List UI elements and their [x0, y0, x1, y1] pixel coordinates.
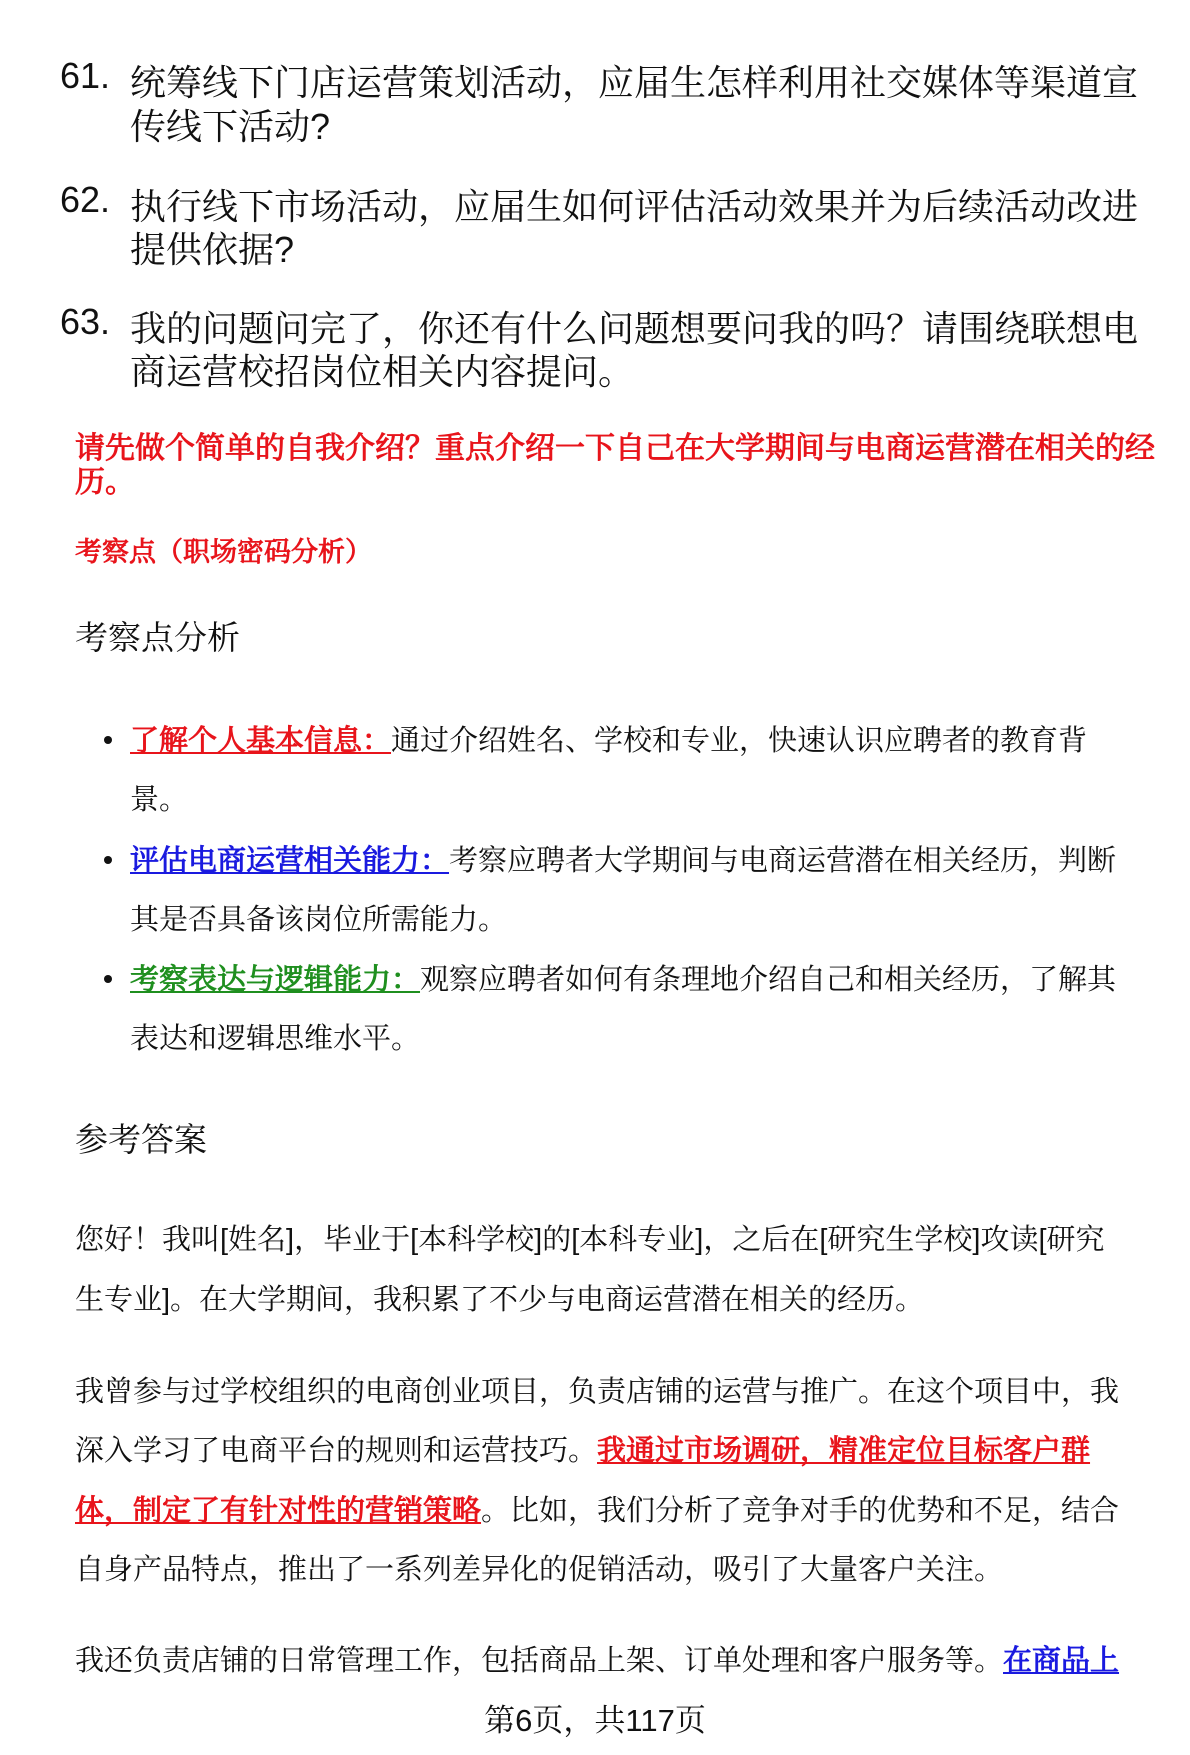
- question-text: 传线下活动?: [130, 106, 331, 147]
- answer-paragraph-line: [75, 1488, 1119, 1529]
- text-segment: 。比如，我们分析了竞争对手的优势和不足，结合: [481, 1495, 1120, 1527]
- answer-paragraph-line: [75, 1638, 1119, 1679]
- answer-paragraph-line: [75, 1277, 924, 1318]
- question-number: 62.: [60, 179, 111, 220]
- question-number: 63.: [60, 301, 111, 342]
- question-text: 我的问题问完了，你还有什么问题想要问我的吗？请围绕联想电: [130, 308, 1139, 349]
- question-text: 执行线下市场活动，应届生如何评估活动效果并为后续活动改进: [130, 186, 1139, 227]
- question-text: 统筹线下门店运营策划活动，应届生怎样利用社交媒体等渠道宣: [130, 62, 1139, 103]
- text-segment: 深入学习了电商平台的规则和运营技巧。: [75, 1435, 598, 1467]
- answer-paragraph-line: [75, 1217, 1105, 1258]
- bullet-label: 考察表达与逻辑能力：: [130, 964, 421, 996]
- text-segment: 我还负责店铺的日常管理工作，包括商品上架、订单处理和客户服务等。: [75, 1645, 1004, 1677]
- text-segment: 自身产品特点，推出了一系列差异化的促销活动，吸引了大量客户关注。: [75, 1554, 1004, 1586]
- highlighted-text: 我通过市场调研，精准定位目标客户群: [597, 1435, 1091, 1467]
- bullet-item: [130, 957, 1116, 998]
- highlighted-text: 在商品上: [1003, 1645, 1120, 1677]
- bullet-text: 考察应聘者大学期间与电商运营潜在相关经历，判断: [449, 845, 1117, 877]
- bullet-dot: [104, 975, 112, 983]
- answer-paragraph-line: [75, 1547, 1003, 1588]
- bullet-dot: [104, 736, 112, 744]
- text-segment: 我曾参与过学校组织的电商创业项目，负责店铺的运营与推广。在这个项目中，我: [75, 1376, 1120, 1408]
- answer-paragraph-line: [75, 1428, 1090, 1469]
- bullet-text: 表达和逻辑思维水平。: [130, 1023, 421, 1055]
- analysis-label: 考察点（职场密码分析）: [75, 537, 372, 567]
- highlighted-text: 体，制定了有针对性的营销策略: [75, 1495, 482, 1527]
- bullet-item: [130, 838, 1116, 879]
- bullet-text: 其是否具备该岗位所需能力。: [130, 904, 508, 936]
- bullet-dot: [104, 856, 112, 864]
- text-segment: 您好！我叫[姓名]，毕业于[本科学校]的[本科专业]，之后在[研究生学校]攻读[研究: [75, 1224, 1105, 1256]
- question-text: 提供依据?: [130, 229, 295, 270]
- main-question: 历。: [75, 466, 135, 499]
- text-segment: 生专业]。在大学期间，我积累了不少与电商运营潜在相关的经历。: [75, 1284, 925, 1316]
- bullet-label: 评估电商运营相关能力：: [130, 845, 450, 877]
- page-number: 第6页，共117页: [484, 1703, 706, 1738]
- analysis-heading: 考察点分析: [75, 619, 240, 656]
- answer-heading: 参考答案: [75, 1121, 207, 1158]
- question-number: 61.: [60, 55, 111, 96]
- bullet-item: [130, 718, 1087, 759]
- bullet-text: 景。: [130, 784, 189, 816]
- bullet-label: 了解个人基本信息：: [130, 725, 392, 757]
- bullet-text: 观察应聘者如何有条理地介绍自己和相关经历，了解其: [420, 964, 1117, 996]
- answer-paragraph-line: [75, 1369, 1119, 1410]
- question-text: 商运营校招岗位相关内容提问。: [130, 351, 635, 392]
- bullet-text: 通过介绍姓名、学校和专业，快速认识应聘者的教育背: [391, 725, 1088, 757]
- main-question: 请先做个简单的自我介绍？重点介绍一下自己在大学期间与电商运营潜在相关的经: [75, 432, 1155, 465]
